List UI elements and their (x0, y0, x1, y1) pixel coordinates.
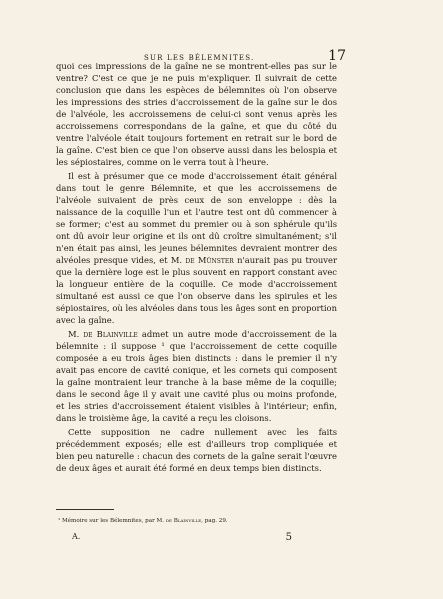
author-name: M. de Blainville (68, 329, 138, 339)
body-text (56, 60, 337, 476)
footnote-rule (56, 509, 114, 510)
paragraph (56, 60, 337, 168)
page-number: 17 (328, 48, 346, 64)
paragraph-text: n'aurait pas pu trouver que la dernière loge est le plus souvent en rapport constant avec la longueur entière de la coquille. Ce mode d'accroissement simultané est aussi ce que l'on observe dans les spirules et les sépiostaires, où les alvéoles dans tous les âges sont en proportion avec la gaîne. (56, 255, 337, 325)
signature-letter: A. (72, 532, 81, 541)
paragraph-text: Cette supposition ne cadre nullement avec les faits précédemment exposés; elle est d'ailleurs trop compliquée et bien peu naturelle : chacun des cornets de la gaîne serait l'œuvre de deux âges et aurait été formé en deux temps bien distincts. (56, 427, 337, 473)
paragraph (56, 328, 337, 424)
footnote (58, 517, 338, 525)
footnote-suffix: , pag. 29. (201, 518, 228, 524)
signature-number: 5 (285, 532, 292, 543)
paragraph (56, 170, 337, 326)
paragraph (56, 426, 337, 474)
footnote-prefix: ¹ Mémoire sur les Bélemnites, par (58, 518, 157, 524)
author-name: M. de Münster (170, 255, 234, 265)
paragraph-text: Il est à présumer que ce mode d'accroissement était général dans tout le genre Bélemnite, et que les accroissemens de l'alvéole suivaient de près ceux de son enveloppe : dès la naissance de la coquille l'un et l'autre test ont dû commencer à se former; c'est au sommet du premier ou à son sphérule qu'ils ont dû avoir leur origine et ils ont dû croître simultanément; s'il n'en était pas ainsi, les jeunes bélemnites devraient montrer des alvéoles presque vides, et (56, 171, 337, 265)
paragraph-text: admet un autre mode d'accroissement de la bélemnite : il suppose ¹ que l'accroissement de cette coquille composée a eu trois âges bien distincts : dans le premier il n'y avait pas encore de cavité conique, et les cornets qui composent la gaîne montraient leur tranche à la base même de la coquille; dans le second âge il y avait une cavité plus ou moins profonde, et les stries d'accroissement étaient visibles à l'intérieur; enfin, dans le troisième âge, la cavité a reçu les cloisons. (56, 329, 337, 423)
paragraph-text: quoi ces impressions de la gaîne ne se montrent-elles pas sur le ventre? C'est ce que je ne puis m'expliquer. Il suivrait de cette conclusion que dans les espèces de bélemnites où l'on observe les impressions des stries d'accroissement de la gaîne sur le dos de l'alvéole, les accroissemens de celui-ci sont venus après les accroissemens correspondans de la gaîne, et que du côté du ventre l'alvéole était toujours fortement en retrait sur le bord de la gaîne. C'est bien ce que l'on observe aussi dans les belospia et les sépiostaires, comme on le verra tout à l'heure. (56, 61, 337, 167)
footnote-author: M. de Blainville (156, 518, 202, 524)
sheet-signature (72, 532, 302, 543)
running-head: SUR LES BÉLEMNITES. (144, 54, 255, 62)
